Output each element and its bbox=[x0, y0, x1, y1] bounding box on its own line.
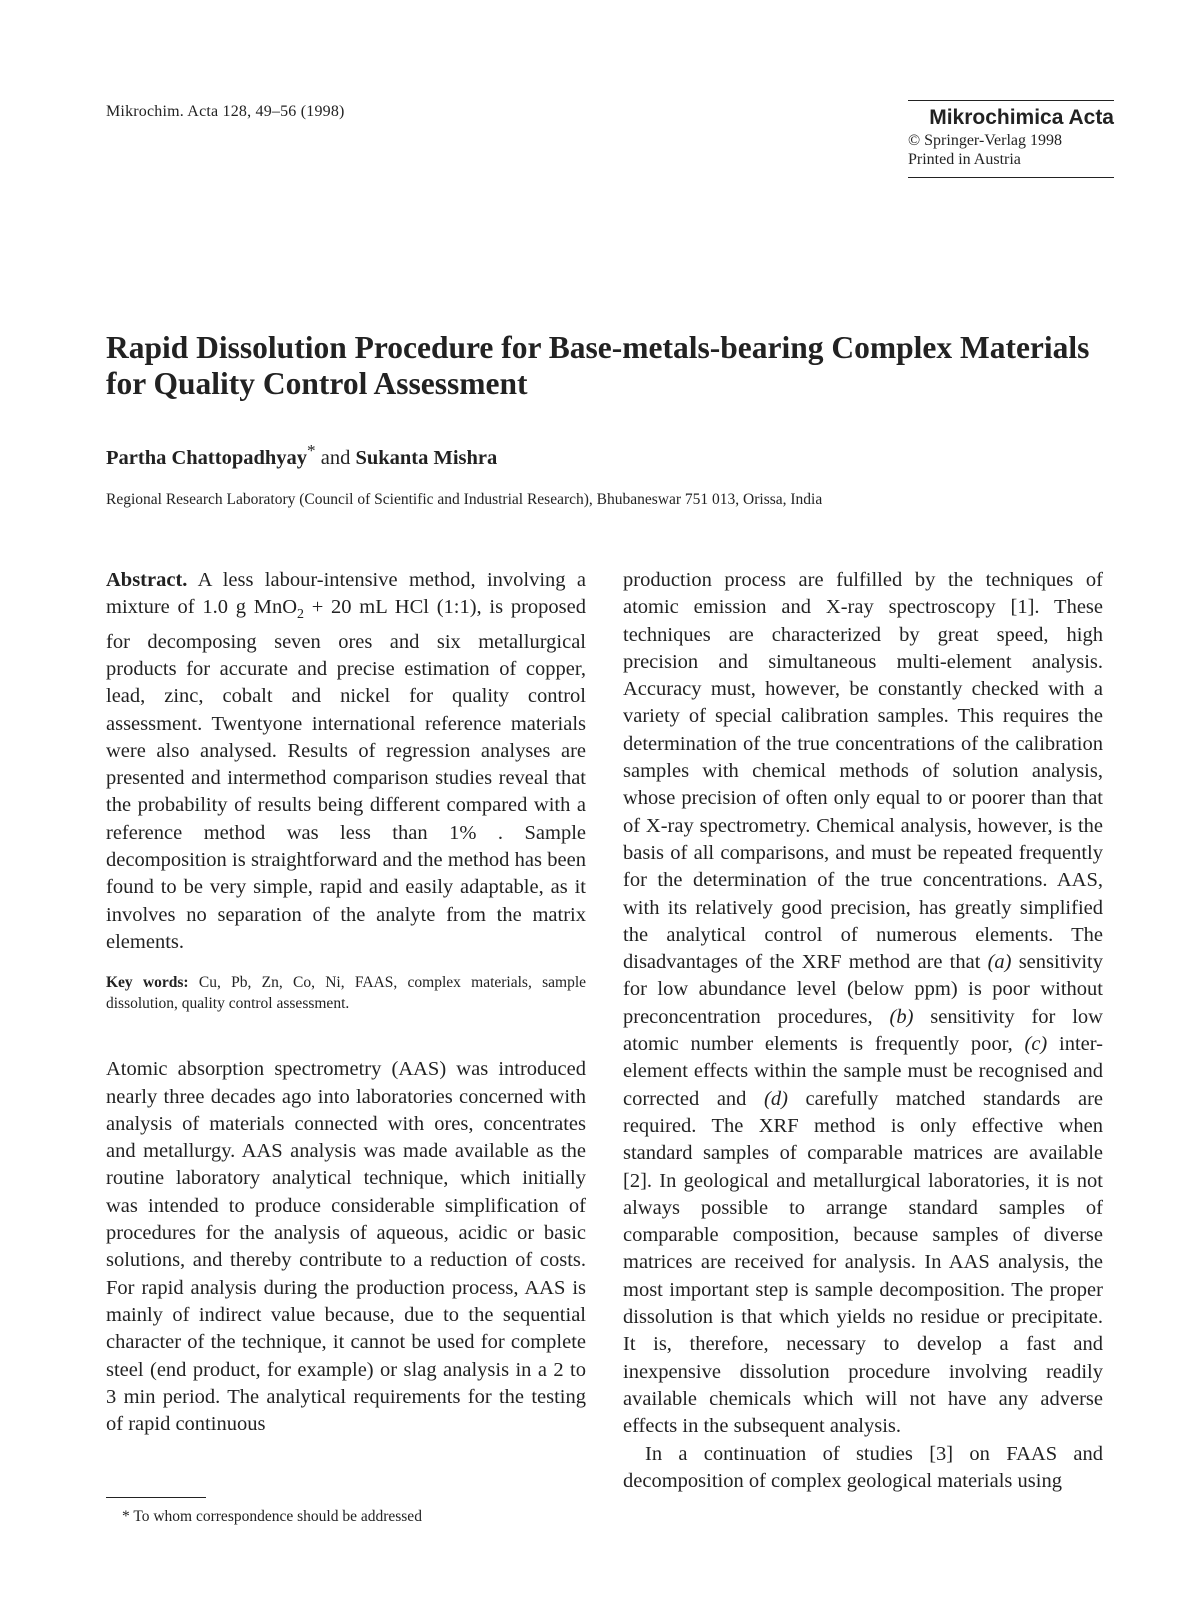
abstract-subscript: 2 bbox=[297, 607, 304, 623]
abstract bbox=[106, 567, 586, 956]
affiliation: Regional Research Laboratory (Council of Scientific and Industrial Research), Bhubaneswar 751 013, Orissa, India bbox=[106, 491, 823, 508]
intro-paragraph: Atomic absorption spectrometry (AAS) was introduced nearly three decades ago into laboratories concerned with analysis of materials connected with ores, concentrates and metallurgy. AAS analysis was made available as the routine laboratory analytical technique, which initially was intended to produce considerable simplification of procedures for the analysis of aqueous, acidic or basic solutions, and thereby contribute to a reduction of costs. For rapid analysis during the production process, AAS is mainly of indirect value because, due to the sequential character of the technique, it cannot be used for complete steel (end product, for example) or slag analysis in a 2 to 3 min period. The analytical requirements for the testing of rapid continuous bbox=[106, 1058, 586, 1436]
right-column bbox=[623, 567, 1103, 1495]
footnote: * To whom correspondence should be addressed bbox=[122, 1508, 422, 1525]
abstract-text-2: + 20 mL HCl (1:1), is proposed for decomposing seven ores and six metallurgical products for accurate and precise estimation of copper, lead, zinc, cobalt and nickel for quality control assessment. Twentyone international reference materials were also analysed. Results of regression analyses are presented and intermethod comparison studies reveal that the probability of results being different compared with a reference method was less than 1% . Sample decomposition is straightforward and the method has been found to be very simple, rapid and easily adaptable, as it involves no separation of the analyte from the matrix elements. bbox=[106, 596, 586, 953]
author-2: Sukanta Mishra bbox=[355, 446, 498, 469]
brand-bottom-rule bbox=[908, 177, 1114, 178]
p1-text-e: carefully matched standards are required. The XRF method is only effective when standard samples of comparable matrices are available [2]. In geological and metallurgical laboratories, it is not always possible to arrange standard samples of comparable composition, because samples of diverse matrices are received for analysis. In AAS analysis, the most important step is sample decomposition. The proper dissolution is that which yields no residue or precipitate. It is, therefore, necessary to develop a fast and inexpensive dissolution procedure involving readily available chemicals which will not have any adverse effects in the subsequent analysis. bbox=[623, 1087, 1103, 1438]
p1-text-b: sensitivity for low abundance level (below ppm) is poor without preconcentration procedures, bbox=[623, 951, 1103, 1028]
right-paragraph-1 bbox=[623, 567, 1103, 1441]
journal-citation: Mikrochim. Acta 128, 49–56 (1998) bbox=[106, 103, 345, 120]
author-conjunction: and bbox=[315, 446, 356, 469]
paper-title bbox=[106, 330, 1106, 402]
left-column bbox=[106, 567, 586, 1438]
brand-top-rule bbox=[908, 100, 1114, 101]
journal-name: Mikrochimica Acta bbox=[929, 106, 1114, 129]
item-a: (a) bbox=[987, 951, 1012, 974]
right-paragraph-2: In a continuation of studies [3] on FAAS and decomposition of complex geological materials using bbox=[623, 1442, 1103, 1492]
p1-text-c: sensitivity for low atomic number elements is frequently poor, bbox=[623, 1005, 1103, 1056]
printed-line: Printed in Austria bbox=[908, 151, 1021, 168]
keywords-label: Key words: bbox=[106, 974, 189, 992]
abstract-label: Abstract. bbox=[106, 569, 188, 591]
title-line-1: Rapid Dissolution Procedure for Base-metals-bearing Complex Materials bbox=[106, 330, 1090, 365]
keywords bbox=[106, 973, 586, 1014]
item-b: (b) bbox=[889, 1005, 914, 1028]
keywords-text: Cu, Pb, Zn, Co, Ni, FAAS, complex materials, sample dissolution, quality control assessment. bbox=[106, 974, 587, 1012]
authors bbox=[106, 441, 497, 470]
p1-text-d: inter-element effects within the sample must be recognised and corrected and bbox=[623, 1033, 1103, 1110]
item-c: (c) bbox=[1024, 1033, 1048, 1056]
author-1: Partha Chattopadhyay bbox=[106, 446, 308, 469]
corresponding-marker: * bbox=[307, 441, 316, 460]
journal-brand-block bbox=[908, 100, 1114, 178]
title-line-2: for Quality Control Assessment bbox=[106, 366, 528, 401]
footnote-rule bbox=[106, 1497, 206, 1498]
p1-text-a: production process are fulfilled by the techniques of atomic emission and X-ray spectroscopy [1]. These techniques are characterized by great speed, high precision and simultaneous multi-element analysis. Accuracy must, however, be constantly checked with a variety of special calibration samples. This requires the determination of the true concentrations of the calibration samples with chemical methods of solution analysis, whose precision of often only equal to or poorer than that of X-ray spectrometry. Chemical analysis, however, is the basis of all comparisons, and must be repeated frequently for the determination of the true concentrations. AAS, with its relatively good precision, has greatly simplified the analytical control of numerous elements. The disadvantages of the XRF method are that bbox=[623, 569, 1103, 974]
abstract-text-1: A less labour-intensive method, involving a mixture of 1.0 g MnO bbox=[106, 569, 586, 619]
copyright-line: © Springer-Verlag 1998 bbox=[908, 132, 1063, 149]
item-d: (d) bbox=[764, 1087, 788, 1110]
